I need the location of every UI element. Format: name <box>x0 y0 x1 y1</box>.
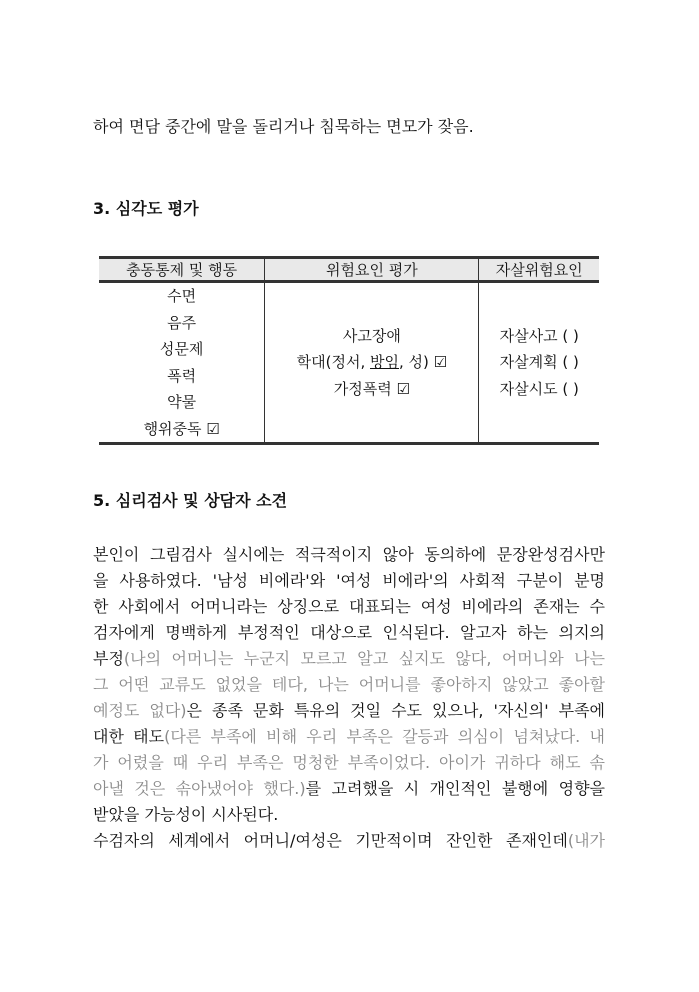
item-suicidal-ideation: 자살사고 ( ) <box>499 326 579 345</box>
item-thought-disorder: 사고장애 <box>342 326 401 345</box>
header-impulse-control: 충동통제 및 행동 <box>99 258 265 282</box>
text-dark: 부정 <box>93 649 124 668</box>
item-sexual-issue: 성문제 <box>159 340 204 358</box>
text-dark: 은 종족 문화 특유의 것일 수도 있으나, '자신의' 부족에 <box>186 701 605 720</box>
text-dark: 대한 태도 <box>93 727 165 746</box>
paragraph-line-9: 가 어렸을 때 우리 부족은 멍청한 부족이었다. 아이가 귀하다 해도 솎 <box>93 753 605 772</box>
text-gray: 아낼 것은 솎아냈어야 했다.) <box>93 779 306 798</box>
text-dark: 수검자의 세계에서 어머니/여성은 기만적이며 잔인한 존재인데 <box>93 831 568 850</box>
paragraph-line-3: 한 사회에서 어머니라는 상징으로 대표되는 여성 비에라의 존재는 수 <box>93 597 605 616</box>
item-domestic-violence: 가정폭력 ☑ <box>333 379 410 398</box>
header-suicide-risk: 자살위험요인 <box>479 258 599 282</box>
text-gray: (다른 부족에 비해 우리 부족은 갈등과 의심이 넘쳐났다. 내 <box>164 727 605 746</box>
text-gray: (나의 어머니는 누군지 모르고 알고 싶지도 않다, 어머니와 나는 <box>123 649 605 668</box>
paragraph-line-1: 본인이 그림검사 실시에는 적극적이지 않아 동의하에 문장완성검사만 <box>93 545 605 564</box>
paragraph-line-7 <box>93 700 605 722</box>
paragraph-line-10 <box>93 778 605 800</box>
paragraph-line-11: 받았을 가능성이 시사된다. <box>93 805 279 824</box>
intro-text-line: 하여 면담 중간에 말을 돌리거나 침묵하는 면모가 잦음. <box>93 117 474 136</box>
text-dark: 를 고려했을 시 개인적인 불행에 영향을 <box>305 779 605 798</box>
text-gray: (내가 <box>567 831 605 850</box>
section-3-heading: 3. 심각도 평가 <box>93 199 199 218</box>
paragraph-line-4: 검자에게 명백하게 부정적인 대상으로 인식된다. 알고자 하는 의지의 <box>93 623 605 642</box>
header-risk-factor: 위험요인 평가 <box>265 258 479 282</box>
paragraph-line-5 <box>93 648 605 670</box>
suicide-risk-cell <box>479 282 599 444</box>
abuse-suffix: , 성) ☑ <box>399 353 448 372</box>
item-abuse <box>297 349 447 376</box>
paragraph-line-12 <box>93 830 605 852</box>
abuse-neglect-underlined: 방임 <box>370 353 399 372</box>
item-drinking: 음주 <box>167 313 197 332</box>
item-behavioral-addiction: 행위중독 ☑ <box>143 419 220 438</box>
abuse-prefix: 학대(정서, <box>296 353 371 372</box>
item-violence: 폭력 <box>167 366 197 385</box>
text-gray: 예정도 없다) <box>93 701 187 720</box>
item-suicide-plan: 자살계획 ( ) <box>499 353 579 372</box>
severity-assessment-table <box>99 256 599 445</box>
impulse-control-cell <box>99 282 265 444</box>
section-5-heading: 5. 심리검사 및 상담자 소견 <box>93 491 288 510</box>
paragraph-line-2: 을 사용하였다. '남성 비에라'와 '여성 비에라'의 사회적 구분이 분명 <box>93 571 605 590</box>
item-drugs: 약물 <box>167 393 197 411</box>
item-suicide-attempt: 자살시도 ( ) <box>499 379 579 398</box>
paragraph-line-6: 그 어떤 교류도 없었을 테다, 나는 어머니를 좋아하지 않았고 좋아할 <box>93 675 605 694</box>
paragraph-line-8 <box>93 726 605 748</box>
item-sleep: 수면 <box>167 287 197 305</box>
risk-factor-cell <box>265 282 479 444</box>
